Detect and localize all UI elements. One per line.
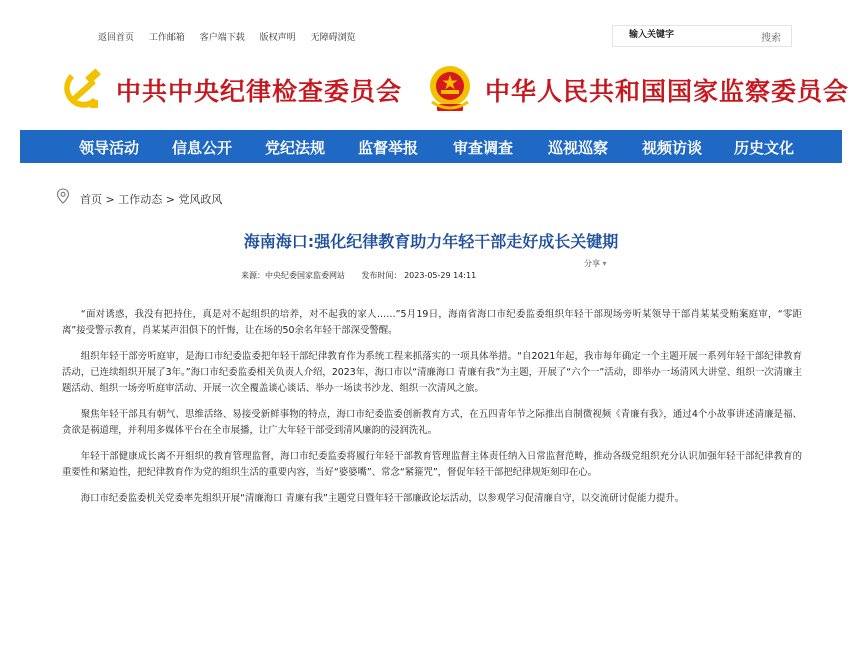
nav-item-report[interactable]: 监督举报 [358,139,419,157]
top-links [98,30,368,43]
share-button[interactable] [584,258,607,269]
search-box [612,25,792,47]
breadcrumb-level2[interactable]: 党风政风 [178,193,223,206]
nav-item-history[interactable]: 历史文化 [734,139,795,157]
nav-item-leadership[interactable]: 领导活动 [79,139,140,157]
breadcrumb-separator: > [165,193,175,206]
article-source: 来源：中央纪委国家监委网站 [241,271,345,280]
breadcrumb-level1[interactable]: 工作动态 [118,193,163,206]
breadcrumb-home[interactable]: 首页 [80,193,102,206]
location-pin-icon [56,188,70,204]
article-paragraph: 组织年轻干部旁听庭审，是海口市纪委监委把年轻干部纪律教育作为系统工程来抓落实的一项具体举措。“自2021年起，我市每年确定一个主题开展一系列年轻干部纪律教育活动，已连续组织开展了3年。”海口市纪委监委相关负责人介绍，2023年，海口市以“清廉海口 青廉有我”为主题，开展了“六个一”活动，即举办一场清风大讲堂、组织一次清廉主题活动、组织一场旁听庭审活动、开展一次全覆盖谈心谈话、举办一场读书沙龙、组织一次清风之旅。 [62,351,802,394]
article-paragraph: 海口市纪委监委机关党委率先组织开展“清廉海口 青廉有我”主题党日暨年轻干部廉政论坛活动，以参观学习促清廉自守，以交流研讨促能力提升。 [80,493,685,504]
chevron-down-icon: ▾ [602,259,607,268]
article-body [62,307,802,517]
share-label: 分享 [584,259,600,268]
nav-item-investigation[interactable]: 审查调查 [453,139,514,157]
top-link-client-download[interactable]: 客户端下载 [199,33,245,43]
top-link-mail[interactable]: 工作邮箱 [148,33,185,43]
search-button[interactable]: 搜索 [761,33,781,44]
nav-item-regulations[interactable]: 党纪法规 [265,139,326,157]
article-paragraph: 年轻干部健康成长离不开组织的教育管理监督，海口市纪委监委将履行年轻干部教育管理监督主体责任纳入日常监督范畴，推动各级党组织充分认识加强年轻干部纪律教育的重要性和紧迫性，把纪律教育作为党的组织生活的重要内容，当好“婆婆嘴”、常念“紧箍咒”，督促年轻干部把纪律规矩刻印在心。 [62,451,802,478]
article-paragraph: “面对诱惑，我没有把持住，真是对不起组织的培养，对不起我的家人……”5月19日，海南省海口市纪委监委组织年轻干部现场旁听某领导干部肖某某受贿案庭审，“零距离”接受警示教育，肖某某声泪俱下的忏悔，让在场的50余名年轻干部深受警醒。 [62,309,802,336]
article-paragraph: 聚焦年轻干部具有朝气、思维活络、易接受新鲜事物的特点，海口市纪委监委创新教育方式，在五四青年节之际推出自制微视频《青廉有我》，通过4个小故事讲述清廉是福、贪欲是祸道理，并利用多媒体平台在全市展播，让广大年轻干部受到清风廉韵的浸润洗礼。 [62,409,802,436]
national-emblem-icon [426,64,474,114]
nav-item-info-disclosure[interactable]: 信息公开 [172,139,233,157]
search-input[interactable] [613,26,759,44]
top-link-home[interactable]: 返回首页 [98,33,135,43]
breadcrumb [80,191,222,207]
article-title: 海南海口:强化纪律教育助力年轻干部走好成长关键期 [243,232,619,251]
nav-item-inspection[interactable]: 巡视巡察 [548,139,609,157]
banner-title-supervision: 中华人民共和国国家监察委员会 [485,77,850,106]
article-time: 发布时间： 2023-05-29 14:11 [361,271,477,280]
top-link-accessibility[interactable]: 无障碍浏览 [310,33,356,43]
article-meta [241,270,490,281]
top-link-copyright[interactable]: 版权声明 [259,33,296,43]
banner-title-discipline: 中共中央纪律检查委员会 [116,77,403,106]
party-emblem-icon [60,66,106,112]
main-nav [20,130,842,163]
top-bar [0,0,862,50]
breadcrumb-separator: > [105,193,115,206]
nav-item-video[interactable]: 视频访谈 [642,139,703,157]
